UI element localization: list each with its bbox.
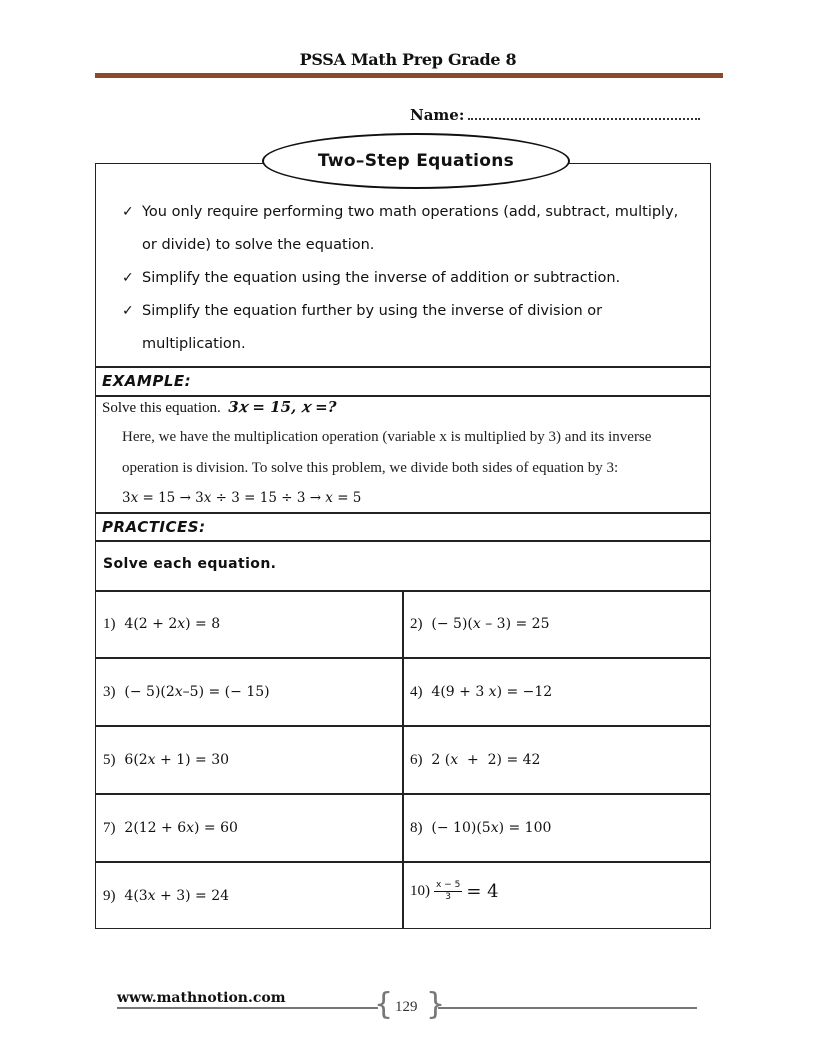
- lesson-title: Two–Step Equations: [262, 133, 570, 189]
- name-blank-line: [468, 108, 700, 120]
- fraction: $\frac{x - 5}{3}$: [436, 880, 461, 902]
- grid-column-divider: [402, 590, 404, 929]
- lesson-bullets: [122, 196, 702, 361]
- bullet-item: ✓ Simplify the equation using the inverse of addition or subtraction.: [122, 262, 702, 295]
- right-brace-icon: }: [426, 987, 446, 1022]
- example-solution: 3𝑥 = 15 → 3𝑥 ÷ 3 = 15 ÷ 3 → 𝑥 = 5: [122, 490, 362, 506]
- problem-2: 2) (− 5)(𝑥 – 3) = 25: [410, 616, 550, 632]
- page-number: 129: [395, 999, 418, 1015]
- page-header-title: PSSA Math Prep Grade 8: [299, 50, 517, 69]
- problem-5: 5) 6(2𝑥 + 1) = 30: [103, 752, 230, 768]
- header-divider: [95, 73, 723, 78]
- checkmark-icon: ✓: [122, 303, 134, 319]
- problem-3: 3) (− 5)(2𝑥–5) = (− 15): [103, 684, 270, 700]
- problem-8: 8) (− 10)(5𝑥) = 100: [410, 820, 552, 836]
- example-question: Solve this equation. 3𝑥 = 15, 𝑥 =?: [102, 398, 337, 416]
- example-explanation-line1: Here, we have the multiplication operation (variable x is multiplied by 3) and its inverse: [122, 429, 652, 445]
- name-field: [410, 106, 700, 124]
- problem-9: 9) 4(3𝑥 + 3) = 24: [103, 888, 230, 904]
- left-brace-icon: {: [374, 987, 394, 1022]
- section-divider: [95, 366, 711, 368]
- checkmark-icon: ✓: [122, 270, 134, 286]
- checkmark-icon: ✓: [122, 204, 134, 220]
- footer-url: www.mathnotion.com: [117, 990, 286, 1006]
- bullet-item: ✓ Simplify the equation further by using the inverse of division or multiplication.: [122, 295, 702, 361]
- problem-1: 1) 4(2 + 2𝑥) = 8: [103, 616, 221, 632]
- bullet-item: ✓ You only require performing two math operations (add, subtract, multiply, or divide) to solve the equation.: [122, 196, 702, 262]
- name-label: Name:: [410, 106, 465, 124]
- section-divider: [95, 540, 711, 542]
- section-divider: [95, 395, 711, 397]
- practices-instruction: Solve each equation.: [103, 556, 277, 572]
- example-explanation-line2: operation is division. To solve this problem, we divide both sides of equation by 3:: [122, 460, 619, 476]
- example-label: EXAMPLE:: [102, 372, 192, 390]
- problem-7: 7) 2(12 + 6𝑥) = 60: [103, 820, 238, 836]
- practices-label: PRACTICES:: [102, 518, 206, 536]
- section-divider: [95, 512, 711, 514]
- problem-6: 6) 2 (𝑥 + 2) = 42: [410, 752, 541, 768]
- problem-4: 4) 4(9 + 3 𝑥) = −12: [410, 684, 553, 700]
- problem-10: 10) $\frac{x - 5}{3}$ = 4: [410, 880, 499, 902]
